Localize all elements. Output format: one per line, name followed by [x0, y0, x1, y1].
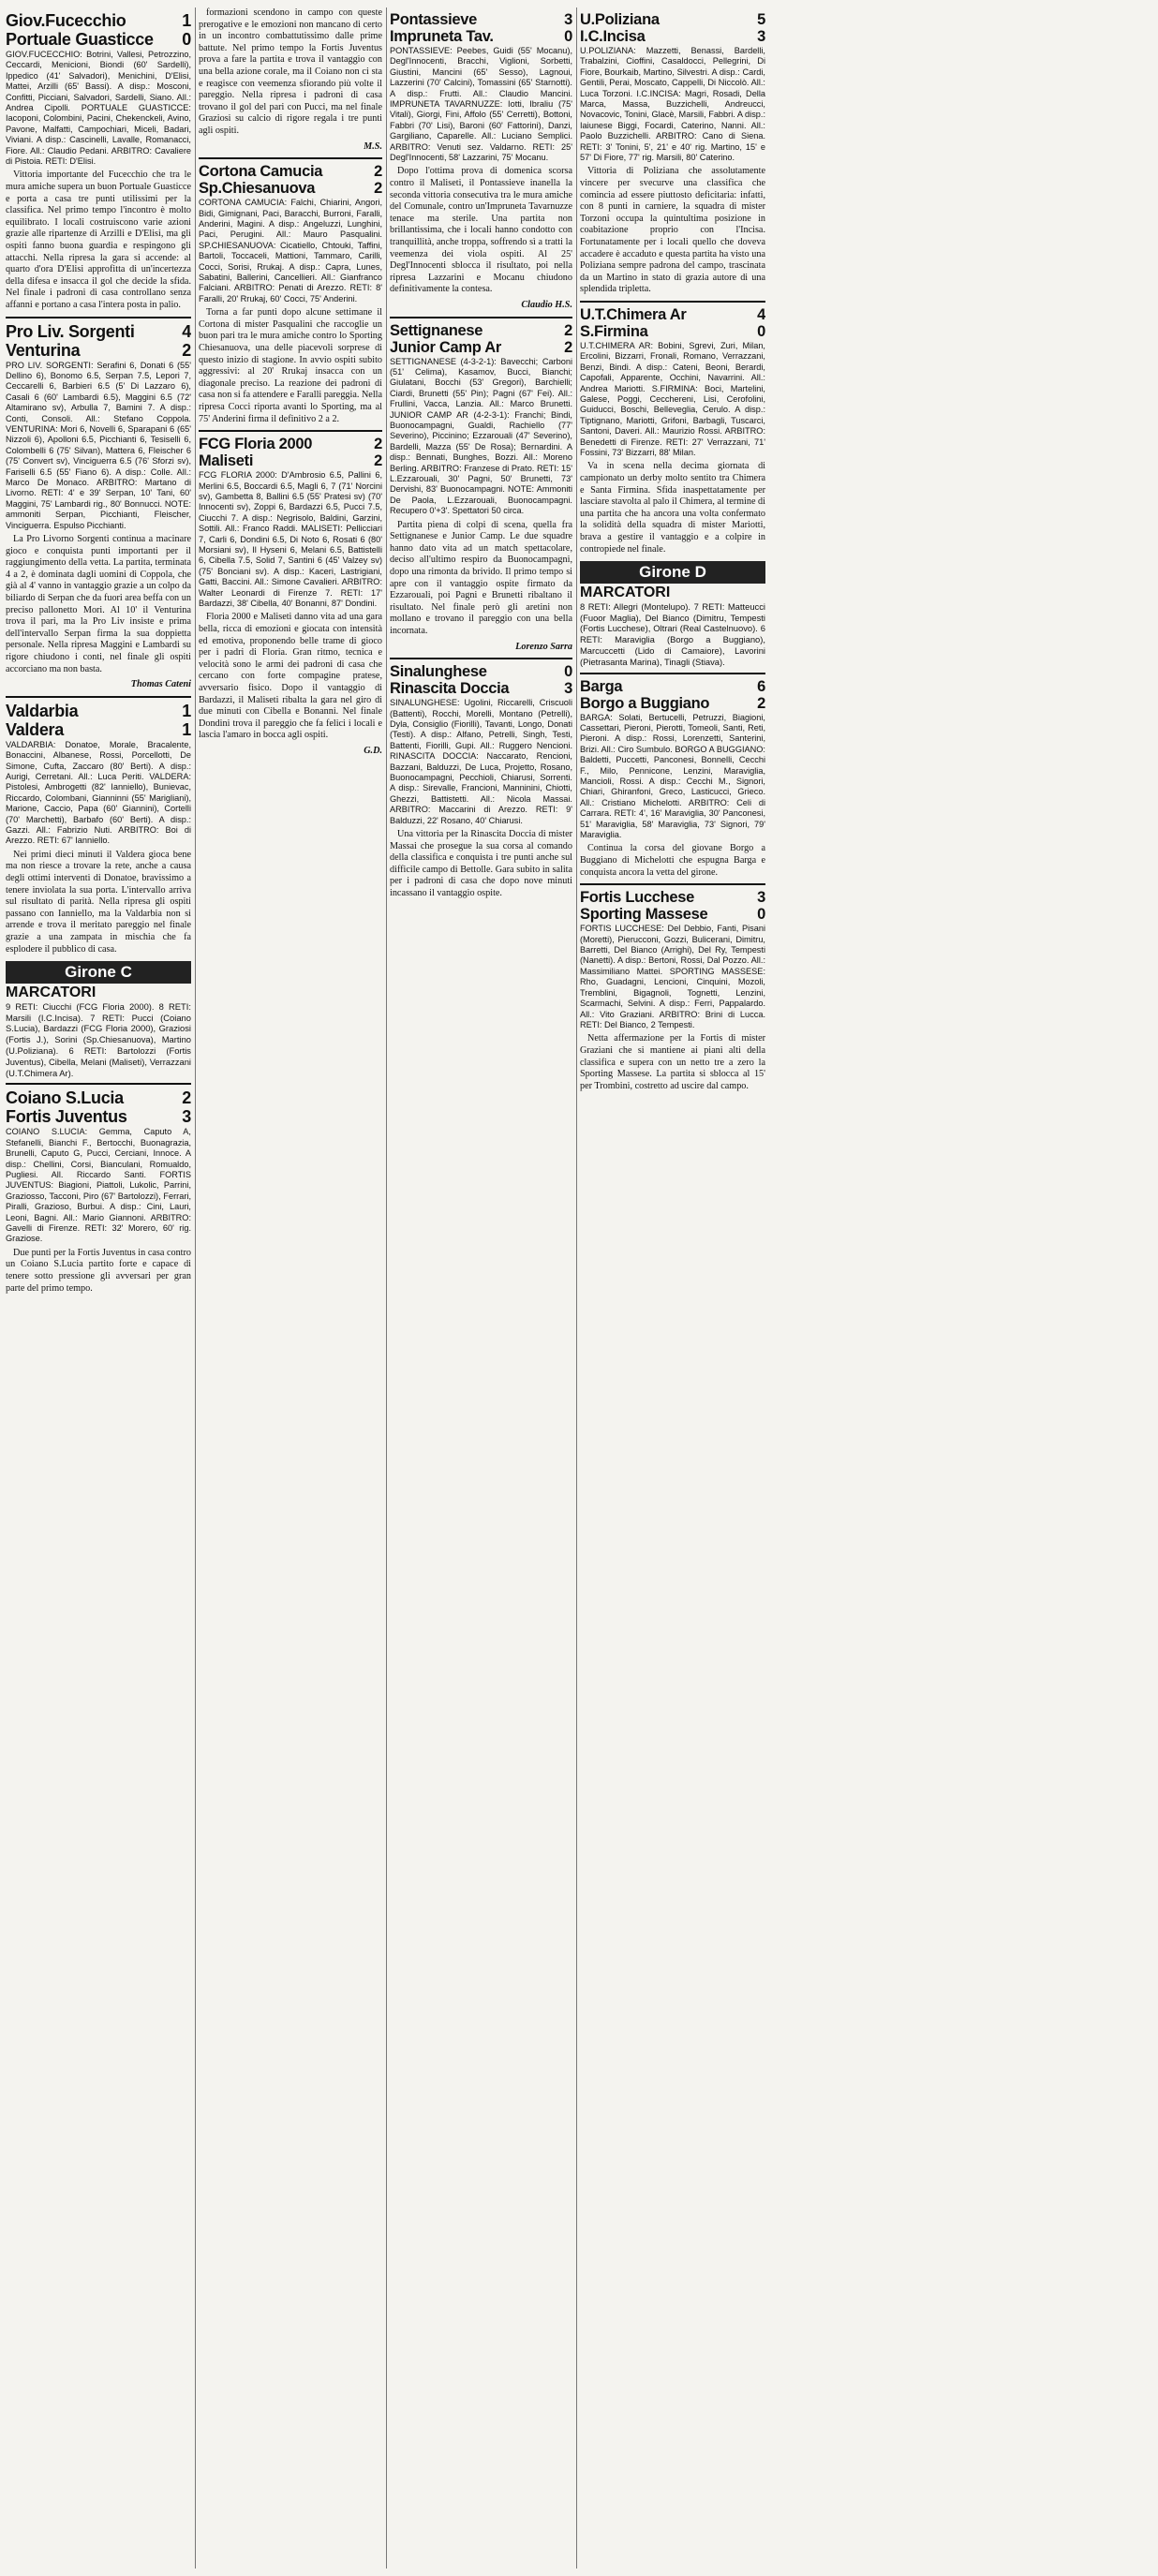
scorers-list: 8 RETI: Allegri (Montelupo). 7 RETI: Matteucci (Fuoor Maglia), Del Bianco (Dimitru, Tempesti (Fortis Lucchese), Oltrari (Real Castelnuovo). 6 RETI: Maraviglia (Borgo a Buggiano), Marcuccetti (Lido di Camaiore), Lavorini (Pietrasanta Marina), Tinagli (Stiava). — [580, 600, 765, 667]
team-name: Barga — [580, 677, 623, 695]
match-report: Floria 2000 e Maliseti danno vita ad una gara bella, ricca di emozioni e giocata con intensità ed emotiva, proponendo belle trame di gioco per i padri di Floria. Gran ritmo, tecnica e velocità sono le armi dei padroni di casa che cercano con forte compagine pratese, avversario fisico. Dopo il vantaggio di Bardazzi, il Maliseti ribalta la gara nel giro di due minuti con Cibella e Bonanni. Nel finale Dondini trova il pareggio che fa felici i locali e lascia l'amaro in bocca agli ospiti. — [199, 612, 382, 741]
home-team-row — [6, 1088, 191, 1107]
team-name: U.T.Chimera Ar — [580, 306, 687, 323]
away-team-row — [580, 906, 765, 923]
team-score: 3 — [757, 28, 765, 45]
team-score: 3 — [564, 11, 572, 28]
match-fucecchio-guasticce — [6, 11, 191, 312]
match-report: Netta affermazione per la Fortis di mister Graziani che si mantiene ai piani alti della classifica e supera con un netto tre a zero la Sporting Massese. La partita si sblocca al 15' per Trombini, costretto ad uscire dal campo. — [580, 1033, 765, 1091]
match-poliziana-incisa — [580, 11, 765, 296]
away-team-row — [6, 1107, 191, 1126]
match-report: Due punti per la Fortis Juventus in casa contro un Coiano S.Lucia partito forte e capace di tenere sotto pressione gli avversari per gran parte del primo tempo. — [6, 1247, 191, 1294]
home-team-row — [580, 306, 765, 323]
match-lineup: SINALUNGHESE: Ugolini, Riccarelli, Criscuoli (Battenti), Rocchi, Morelli, Montano (Petrelli), Dyla, Consiglio (Fiorilli), Tavanti, Longo, Donati (Testi). A disp.: Alfano, Petrelli, Singh, Testi, Battenti, Fiorilli, Gupi. All.: Ruggero Nencioni. RINASCITA DOCCIA: Naccarato, Rencioni, Bazzani, Balduzzi, De Luca, Projetto, Rosano, Buonocampagni, Pecchioli, Chiarusi, Sorrenti. A disp.: Sirevalle, Francioni, Manninini, Chiotti, Ghezzi, Battistetti. All.: Nicola Massai. ARBITRO: Maccarini di Arezzo. RETI: 9' Balduzzi, 22' Rosano, 40' Chiarusi. — [390, 698, 572, 825]
team-name: Junior Camp Ar — [390, 338, 501, 356]
divider — [390, 317, 572, 318]
team-score: 5 — [757, 11, 765, 28]
match-proliv-venturina — [6, 322, 191, 691]
team-name: Rinascita Doccia — [390, 680, 510, 698]
away-team-row — [390, 28, 572, 45]
match-pontassieve-impruneta — [390, 11, 572, 312]
team-score: 0 — [757, 906, 765, 924]
team-name: Maliseti — [199, 452, 254, 470]
team-name: S.Firmina — [580, 323, 648, 340]
away-team-row — [580, 695, 765, 712]
team-score: 3 — [564, 680, 572, 698]
match-chimera-firmina — [580, 306, 765, 555]
team-name: Giov.Fucecchio — [6, 11, 126, 30]
team-name: Fortis Lucchese — [580, 889, 695, 907]
divider — [199, 430, 382, 432]
home-team-row — [390, 322, 572, 339]
team-name: Cortona Camucia — [199, 163, 323, 181]
team-name: Coiano S.Lucia — [6, 1088, 124, 1108]
match-lineup: PONTASSIEVE: Peebes, Guidi (55' Mocanu), Degl'Innocenti, Bracchi, Viglioni, Sorbetti, Giustini, Mancini (65' Sesso), Lagnoui, Lazzerini (70' Calcini), Tomassini (65' Starnotti). A disp.: Frutti. All.: Claudio Mancini. IMPRUNETA TAVARNUZZE: Iotti, Ibraliu (75' Vitali), Giorgi, Fini, Affolo (55' Cerretti), Bottoni, Fabbri (70' Lisi), Baroni (60' Fattorini), Danzi, Gargiliano, Caparelle. All.: Luciano Semplici. ARBITRO: Venuti sez. Valdarno. RETI: 25' Degl'Innocenti, 58' Lazzarini, 75' Mocanu. — [390, 46, 572, 163]
match-lineup: FORTIS LUCCHESE: Del Debbio, Fanti, Pisani (Moretti), Pierucconi, Gozzi, Bulicerani, Dimitru, Barretti, Del Bianco (Arrighi), Del Ry, Tempesti (Nanetti). A disp.: Bertoni, Rossi, Dal Pozzo. All.: Massimiliano Mattei. SPORTING MASSESE: Rho, Guadagni, Lencioni, Cinquini, Mozoli, Tremblini, Bigagnoli, Tognetti, Lenzini, Scarmachi, Selvini. A disp.: Ferri, Pappalardo. All.: Vito Graziani. ARBITRO: Brini di Lucca. RETI: Del Bianco, 2 Tempesti. — [580, 924, 765, 1029]
match-report: Va in scena nella decima giornata di campionato un derby molto sentito tra Chimera e Santa Firmina. Sfida inaspettatamente per lasciare stavolta al palo il Chimera, al termine di una partita che ha ancora una volta confermato la solidità della squadra di mister Mariotti, brava a gestire il vantaggio e a colpire in contropiede nel finale. — [580, 461, 765, 555]
match-fortis-sporting — [580, 889, 765, 1092]
home-team-row — [390, 11, 572, 28]
match-report: Partita piena di colpi di scena, quella fra Settignanese e Junior Camp. Le due squadre hanno dato vita ad un match spettacolare, deciso all'ultimo respiro da Buonocampagni, dopo una rimonta da brivido. Il primo tempo si apre con il vantaggio ospite firmato da Ezzarouali, poi Pagni e Brunetti ribaltano il risultato. Nel finale però gli aretini non mollano e trovano il pareggio con una bella incornata. — [390, 519, 572, 637]
home-team-row — [390, 663, 572, 680]
match-report: Dopo l'ottima prova di domenica scorsa contro il Maliseti, il Pontassieve inanella la seconda vittoria consecutiva tra le mura amiche del Comunale, contro un'Impruneta Tavarnuzze tenace ma sterile. Una partita non brillantissima, che i locali hanno condotto con tranquillità, anche troppa, soffrendo sì a tratti la veemenza dei viola ospiti. Al 25' Degl'Innocenti sblocca il risultato, poi nella ripresa Lazzarini e Mocanu chiudono definitivamente la contesa. — [390, 166, 572, 295]
column-2 — [199, 7, 382, 2569]
team-score: 2 — [564, 321, 572, 339]
home-team-row — [199, 163, 382, 180]
team-score: 1 — [182, 719, 191, 739]
away-team-row — [390, 680, 572, 697]
scorers-title: MARCATORI — [6, 985, 96, 1001]
divider — [580, 673, 765, 674]
match-lineup: GIOV.FUCECCHIO: Botrini, Vallesi, Petrozzino, Ceccardi, Menicioni, Biondi (60' Sardelli), Ippedico (41' Salvadori), Menichini, D'Elisi, Mattei, Arzilli (65' Bassi). A disp.: Mosconi, Confitti, Picciani, Salvadori, Sardelli, Siano. All.: Andrea Cipolli. PORTUALE GUASTICCE: Iacoponi, Colombini, Pacini, Chekenckeli, Avino, Pavone, Malfatti, Campochiari, Miceli, Badari, Viviani. A disp.: Cascinelli, Lavalle, Romanacci, Fiore. All.: Claudio Pedani. ARBITRO: Cavaliere di Pistoia. RETI: D'Elisi. — [6, 50, 191, 167]
match-lineup: VALDARBIA: Donatoe, Morale, Bracalente, Bonaccini, Albanese, Rossi, Porcellotti, De Simone, Cufta, Zaccaro (80' Berti). A disp.: Aurigi, Cerretani. All.: Luca Periti. VALDERA: Pistolesi, Ambrogetti (82' Ianniello), Bunievac, Riccardo, Colombani, Gianninni (55' Marigliani), Marione, Caccio, Papa (60' Giannini), Cortelli (70' Marchetti), Barbafo (60' Berti). A disp.: Gazzi. All.: Fabrizio Nuti. ARBITRO: Boi di Arezzo. RETI: 67' Ianniello. — [6, 739, 191, 846]
away-team-row — [6, 720, 191, 739]
scorers-list: 9 RETI: Ciucchi (FCG Floria 2000). 8 RETI: Marsili (I.C.Incisa). 7 RETI: Pucci (Coiano S.Lucia), Bardazzi (FCG Floria 2000), Graziosi (Fortis J.), Sorini (Sp.Chiesanuova), Martino (U.Poliziana). 6 RETI: Bartolozzi (Fortis Juventus), Cibella, Melani (Maliseti), Verrazzani (U.T.Chimera Ar). — [6, 1000, 191, 1078]
team-name: Impruneta Tav. — [390, 28, 494, 45]
away-team-row — [199, 180, 382, 197]
team-score: 0 — [182, 30, 191, 49]
match-lineup: PRO LIV. SORGENTI: Serafini 6, Donati 6 (55' Dellino 6), Bonomo 6.5, Serpan 7.5, Lepori 7, Ceccarelli 6, Barbieri 6.5 (5' Di Lazzaro 6), Casali 6 (60' Lambardi 6.5), Maggini 6.5 (72' Altamirano sv), Arbulla 7, Bamini 7. A disp.: Conti, Consoli. All.: Stefano Coppola. VENTURINA: Mori 6, Novelli 6, Sparapani 6 (65' Nizzoli 6), Apolloni 6.5, Picchianti 6, Tesiselli 6, Colombelli 6 (75' Silvan), Mattera 6, Fleischer 6 (75' Convert sv), Vinciguerra 6.5 (76' Sforzi sv), Fariselli 6.5 (55' Fiano 6). A disp.: Colle. All.: Marco De Monaco. ARBITRO: Martano di Livorno. RETI: 4' e 39' Serpan, 10' Tani, 60' Maggini, 75' Lambardi rig., 80' Bonnucci. NOTE: ammoniti Serpan, Picchianti, Fleischer, Vinciguerra. Espulso Picchianti. — [6, 360, 191, 530]
team-name: Valdera — [6, 719, 64, 739]
team-name: Portuale Guasticce — [6, 30, 154, 49]
team-score: 6 — [757, 677, 765, 695]
column-3 — [390, 7, 572, 2569]
team-score: 4 — [757, 306, 765, 323]
home-team-row — [6, 322, 191, 341]
team-name: Borgo a Buggiano — [580, 694, 710, 712]
divider — [390, 658, 572, 659]
divider — [6, 317, 191, 318]
divider — [199, 157, 382, 159]
team-score: 2 — [182, 340, 191, 360]
match-lineup: U.POLIZIANA: Mazzetti, Benassi, Bardelli, Trabalzini, Cioffini, Casaldocci, Pellegrini, Di Fiore, Bourkaib, Martino, Silvestri. A disp.: Cardi, Gentili, Perai, Moscato, Cappelli, Di Niccolò. All.: Luca Torzoni. I.C.INCISA: Magri, Rosadi, Della Marca, Massa, Buzzichelli, Andreucci, Novacovic, Tonini, Glacè, Marsili, Fabbri. A disp.: Iaiunese Biggi, Focardi, Caterino, Nanni. All.: Paolo Buzzichelli. ARBITRO: Cano di Siena. RETI: 3' Tonini, 5', 21' e 40' rig. Martino, 15' e 57' Di Fiore, 77' rig. Marsili, 80' Caterino. — [580, 46, 765, 163]
team-score: 0 — [564, 28, 572, 45]
team-score: 0 — [564, 663, 572, 681]
home-team-row — [6, 702, 191, 720]
team-name: Valdarbia — [6, 701, 79, 720]
away-team-row — [6, 30, 191, 49]
match-lineup: U.T.CHIMERA AR: Bobini, Sgrevi, Zuri, Milan, Ercolini, Bizzarri, Fronali, Romano, Verrazzani, Benzi, Bindi. A disp.: Cateni, Beoni, Berardi, Capofali, Apparente, Occhini, Navarrini. All.: Andrea Mariotti. S.FIRMINA: Boci, Martelini, Galese, Poggi, Cecchereni, Lisi, Cerofolini, Guiducci, Boschi, Belleveglia, Cerulo. A disp.: Tiptignano, Mariotti, Grifoni, Barbagli, Tuscarci, Santoni, Daveri. All.: Maurizio Rossi. ARBITRO: Benedetti di Firenze. RETI: 27' Verrazzani, 71' Fossini, 73' Bizzarri, 88' Milan. — [580, 341, 765, 458]
away-team-row — [6, 341, 191, 360]
divider — [6, 1083, 191, 1085]
team-name: Venturina — [6, 340, 81, 360]
match-sinalunghese-rinascita — [390, 663, 572, 899]
team-score: 1 — [182, 11, 191, 30]
author-signature: Claudio H.S. — [521, 300, 572, 310]
match-coiano-fortis — [6, 1088, 191, 1295]
team-name: Sporting Massese — [580, 906, 708, 924]
divider — [580, 883, 765, 885]
team-score: 3 — [757, 889, 765, 907]
match-lineup: BARGA: Solati, Bertucelli, Petruzzi, Biagioni, Cassettari, Pieroni, Pierotti, Tomeoli, Santi, Reti, Pieroni. A disp.: Rossi, Lorenzetti, Santerini, Brizi. All.: Ciro Sumbulo. BORGO A BUGGIANO: Baldetti, Puccetti, Panconesi, Bonnelli, Cecchi F., Milo, Pennicone, Lenzini, Maraviglia, Mancioli, Rossi. A disp.: Cecchi M., Signori, Chiari, Ghiranfoni, Greco, Lasticucci, Grieco. All.: Cristiano Michelotti. ARBITRO: Celi di Carrara. RETI: 4', 16' Maraviglia, 30' Panconesi, 51' Maraviglia, 58' Maraviglia, 73' Signori, 79' Maraviglia. — [580, 712, 765, 840]
team-score: 3 — [182, 1107, 191, 1127]
team-score: 1 — [182, 701, 191, 720]
team-name: Settignanese — [390, 321, 483, 339]
team-score: 2 — [374, 436, 382, 453]
team-name: Pontassieve — [390, 11, 478, 28]
team-name: FCG Floria 2000 — [199, 436, 313, 453]
divider — [6, 696, 191, 698]
match-report: Continua la corsa del giovane Borgo a Buggiano di Michelotti che espugna Barga e conquista ancora la vetta del girone. — [580, 843, 765, 878]
away-team-row — [390, 339, 572, 356]
team-name: Sp.Chiesanuova — [199, 180, 316, 198]
author-signature: Lorenzo Sarra — [515, 641, 572, 652]
scorers-title: MARCATORI — [580, 585, 671, 601]
match-floria-maliseti — [199, 436, 382, 757]
match-report: Una vittoria per la Rinascita Doccia di mister Massai che prosegue la sua corsa al comando della classifica e conquista i tre punti anche sul difficile campo di Bettolle. Gara subito in salita per i padroni di casa che dopo nove minuti incassano il vantaggio ospite. — [390, 829, 572, 899]
team-score: 2 — [374, 163, 382, 181]
match-report: Vittoria importante del Fucecchio che tra le mura amiche supera un buon Portuale Guasticce e porta a casa tre punti utilissimi per la classifica. Nel primo tempo l'incontro è molto equilibrato. I locali costruiscono varie azioni grazie alle ripartenze di Arzilli e D'Elisi, ma gli ospiti fanno buona guardia e respingono gli attacchi. Nella ripresa la gara si accende: al quarto d'ora D'Elisi approfitta di un'incertezza della difesa e insacca il gol che decide la sfida. Nel finale i padroni di casa controllano senza affanni e portano a casa l'intera posta in palio. — [6, 170, 191, 310]
section-banner-girone-c: Girone C — [6, 961, 191, 984]
team-name: I.C.Incisa — [580, 28, 646, 45]
team-score: 2 — [374, 180, 382, 198]
match-lineup: COIANO S.LUCIA: Gemma, Caputo A, Stefanelli, Bianchi F., Bertocchi, Buonagrazia, Brunelli, Caputo G, Pucci, Cerciani, Innoce. A disp.: Chellini, Corsi, Bianculani, Romualdo, Pugliesi. All. Riccardo Santi. FORTIS JUVENTUS: Biagioni, Piattoli, Lukolic, Parrini, Graziosso, Tacconi, Piro (67' Bartolozzi), Ferrari, Piralli, Grazioso, Burbui. A disp.: Cini, Lauri, Leoni, Bagni. All.: Mario Giannoni. ARBITRO: Gavelli di Firenze. RETI: 32' Morero, 60' rig. Graziose. — [6, 1127, 191, 1244]
match-valdarbia-valdera — [6, 702, 191, 955]
team-score: 2 — [564, 338, 572, 356]
column-4 — [580, 7, 765, 2569]
match-cortona-chiesanuova — [199, 163, 382, 425]
home-team-row — [580, 678, 765, 695]
team-name: U.Poliziana — [580, 11, 660, 28]
match-lineup: CORTONA CAMUCIA: Falchi, Chiarini, Angori, Bidi, Gimignani, Paci, Baracchi, Burroni, Faralli, Anderini, Magini. A disp.: Angeluzzi, Lunghini, Paci, Perugini. All.: Mauro Pasqualini. SP.CHIESANUOVA: Cicatiello, Chtouki, Taffini, Bartoli, Toccaceli, Mattioni, Tammaro, Carilli, Cocci, Sorisi, Rrukaj. A disp.: Capra, Lunes, Sabatini, Ballerini, Cancellieri. All.: Gianfranco Falciani. ARBITRO: Penati di Arezzo. RETI: 8' Faralli, 20' Rrukaj, 60' Cocci, 75' Anderini. — [199, 198, 382, 303]
column-rule — [386, 7, 387, 2569]
away-team-row — [580, 28, 765, 45]
home-team-row — [199, 436, 382, 452]
team-name: Sinalunghese — [390, 663, 487, 681]
match-lineup: FCG FLORIA 2000: D'Ambrosio 6.5, Pallini 6, Merlini 6.5, Boccardi 6.5, Magli 6, 7 (71' Norcini sv), Gambetta 8, Ballini 6.5 (55' Pratesi sv) (70' Innocenti sv), Zoppi 6, Bardazzi 6.5, Pucci 7.5, Ciucchi 7. A disp.: Negrisolo, Baldini, Garzini, Sottili. All.: Franco Raddi. MALISETI: Pellicciari 7, Carli 6, Dondini 6.5, Di Noto 6, Rosati 6 (80' Morsiani sv), Il Hyseni 6, Melani 6.5, Battistelli 6, Cibella 7.5, Solid 7, Santini 6 (45' Valzey sv) (75' Bonciani sv). A disp.: Kaceri, Lastrigiani, Gatti, Baccini. All.: Simone Cavalieri. ARBITRO: Walter Leonardi di Firenze 7. RETI: 17' Bardazzi, 38' Cibella, 40' Bonanni, 87' Dondini. — [199, 470, 382, 608]
column-rule — [195, 7, 196, 2569]
author-signature: Thomas Cateni — [130, 679, 191, 690]
away-team-row — [580, 323, 765, 340]
author-signature: M.S. — [364, 141, 382, 152]
divider — [580, 301, 765, 303]
article-continuation: formazioni scendono in campo con queste prerogative e le emozioni non mancano di certo in un incontro combattutissimo dalle prime battute. Nel primo tempo la Fortis Juventus prova a fare la partita e trova il vantaggio con una bella azione corale, ma il Coiano non ci sta e reagisce con veemenza sfiorando più volte il pareggio. Nella ripresa i padroni di casa trovano il gol del pari con Pucci, ma nel finale Graziosi su calcio di rigore regala i tre punti agli ospiti. — [199, 7, 382, 136]
home-team-row — [580, 889, 765, 906]
team-name: Pro Liv. Sorgenti — [6, 321, 135, 341]
team-score: 2 — [374, 452, 382, 470]
match-report: Torna a far punti dopo alcune settimane il Cortona di mister Pasqualini che raccoglie un buon pari tra le mura amiche contro lo Sporting Chiesanuova, una delle piacevoli sorprese di questo inizio di stagione. In avvio ospiti subito aggressivi: al 20' Rrukaj insacca con un diagonale preciso. La reazione dei padroni di casa non si fa attendere e Faralli pareggia. Nella ripresa Cocci riporta avanti lo Sporting, ma al 75' Anderini firma il definitivo 2 a 2. — [199, 307, 382, 424]
team-score: 4 — [182, 321, 191, 341]
home-team-row — [6, 11, 191, 30]
column-1 — [6, 7, 191, 2569]
match-lineup: SETTIGNANESE (4-3-2-1): Bavecchi; Carboni (51' Celima), Kasamov, Bucci, Bianchi; Giulatani, Bocchi (53' Gregori), Barchielli; Ciardi, Brunetti (55' Pin); Pagni (67' Fei). All.: Frullini, Vacca, Lanzia. All.: Marco Brunetti. JUNIOR CAMP AR (4-2-3-1): Franchi; Bindi, Buonocampagni, Gualdi, Rachiello (77' Severino), Piccinino; Ezzarouali (47' Severino), Bardelli, Mazza (55' De Rosa); Bernardini. A disp.: Bennati, Bunghes, Bozzi. All.: Moreno Berling. ARBITRO: Franzese di Prato. RETI: 15' L.Ezzarouali, 30' Pagni, 50' Brunetti, 73' Dervishi, 83' Buonocampagni. NOTE: Ammoniti De Paola, L.Ezzarouali, Buonocampagni. Recupero 0'+3'. Spettatori 50 circa. — [390, 356, 572, 516]
match-settignanese-junior — [390, 322, 572, 654]
home-team-row — [580, 11, 765, 28]
match-barga-buggiano — [580, 678, 765, 880]
author-signature: G.D. — [364, 745, 382, 756]
match-report: Vittoria di Poliziana che assolutamente vincere per svecurve una classifica che comincia ad essere piuttosto deficitaria: infatti, con 8 punti in carniere, la squadra di mister Torzoni occupa la quintultima posizione in coabitazione proprio con l'Incisa. Fortunatamente per i locali quello che doveva accadere è accaduto e questa partita ha visto una Poliziana sempre padrona del campo, trascinata da un Martino in stato di grazia autore di una splendida tripletta. — [580, 166, 765, 295]
section-banner-girone-d: Girone D — [580, 561, 765, 584]
team-score: 2 — [757, 694, 765, 712]
team-score: 0 — [757, 323, 765, 340]
team-name: Fortis Juventus — [6, 1107, 127, 1127]
away-team-row — [199, 452, 382, 469]
column-rule — [576, 7, 577, 2569]
match-report: La Pro Livorno Sorgenti continua a macinare gioco e conquista punti importanti per il raggiungimento della vetta. La partita, terminata 4 a 2, è dominata dagli uomini di Coppola, che già al 4' vanno in vantaggio grazie a un colpo da biliardo di Serpan che da fuori area beffa con un preciso pallonetto Mori. Al 10' il Venturina trova il pari, ma la Pro Liv insiste e prima dell'intervallo Serpan firma la sua doppietta personale. Nella ripresa Maggini e Lambardi su rigore chiudono i conti, nel finale gli ospiti accorciano ma non basta. — [6, 534, 191, 674]
match-report: Nei primi dieci minuti il Valdera gioca bene ma non riesce a trovare la rete, anche a causa degli ottimi interventi di Donatoe, bravissimo a tenere inviolata la sua porta. L'intervallo arriva sul risultato di parità. Nella ripresa gli ospiti passano con Ianniello, ma la Valdarbia non si arrende e trova il meritato pareggio nel finale grazie a una zampata in mischia che fa esplodere il pubblico di casa. — [6, 849, 191, 955]
team-score: 2 — [182, 1088, 191, 1108]
